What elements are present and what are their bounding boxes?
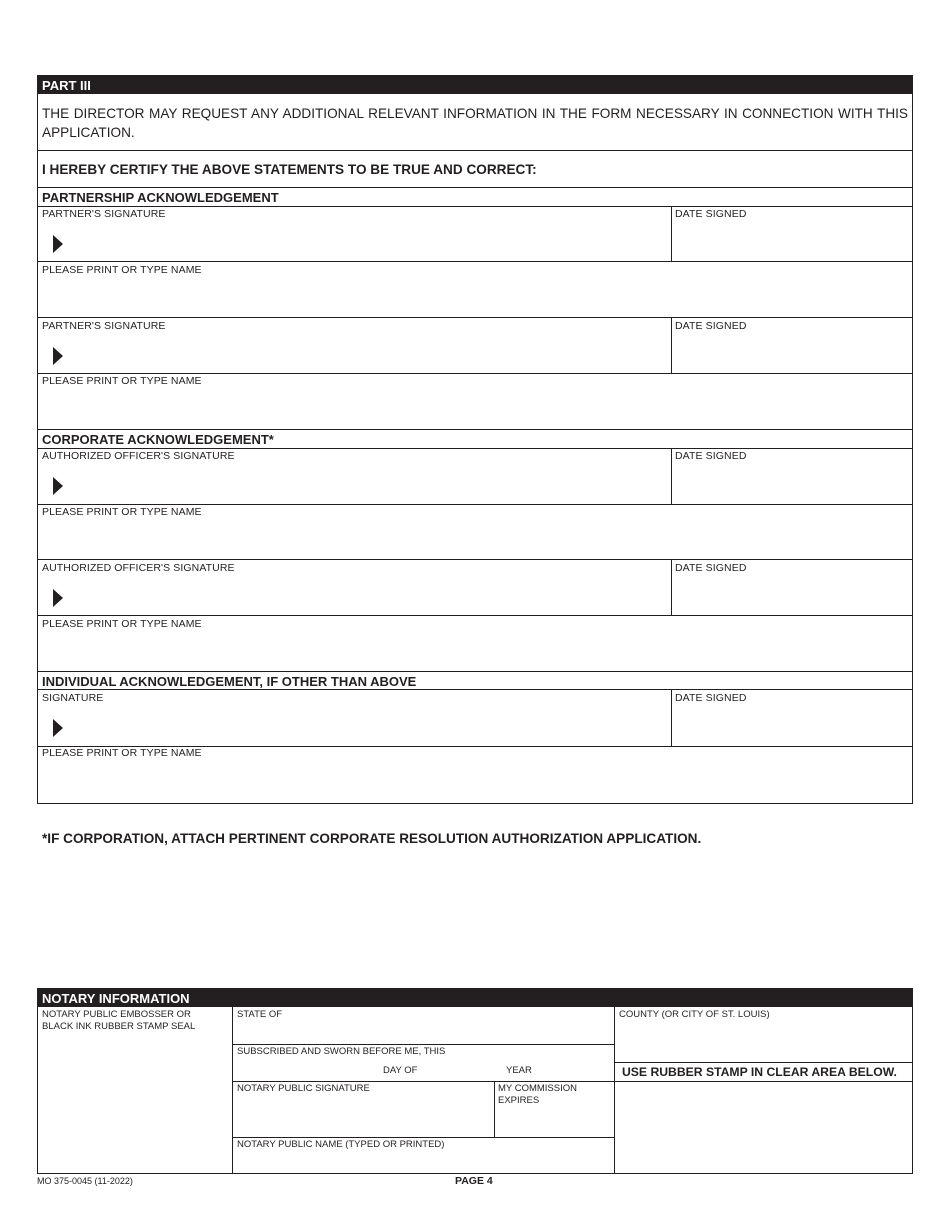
partner1-date-field[interactable]: [671, 206, 913, 261]
officer2-signature-label: AUTHORIZED OFFICER'S SIGNATURE: [42, 562, 235, 574]
form-id: MO 375-0045 (11-2022): [37, 1176, 133, 1186]
partner2-date-field[interactable]: [671, 317, 913, 373]
subscribed-sworn-field[interactable]: [233, 1044, 614, 1081]
officer1-name-label: PLEASE PRINT OR TYPE NAME: [42, 506, 202, 518]
commission-expires-label: MY COMMISSION EXPIRES: [498, 1083, 577, 1106]
notary-section: [37, 988, 913, 1174]
notary-signature-field[interactable]: [233, 1081, 494, 1137]
day-of-label: DAY OF: [383, 1065, 418, 1076]
state-of-label: STATE OF: [237, 1009, 283, 1020]
corporate-heading: CORPORATE ACKNOWLEDGEMENT*: [42, 432, 274, 447]
sign-here-arrow-icon: [53, 235, 63, 253]
commission-expires-field[interactable]: [494, 1081, 614, 1137]
officer1-date-field[interactable]: [671, 448, 913, 504]
state-of-field[interactable]: [233, 1007, 614, 1044]
partner2-name-label: PLEASE PRINT OR TYPE NAME: [42, 375, 202, 387]
county-label: COUNTY (OR CITY OF ST. LOUIS): [619, 1009, 770, 1020]
officer2-name-label: PLEASE PRINT OR TYPE NAME: [42, 618, 202, 630]
officer1-signature-label: AUTHORIZED OFFICER'S SIGNATURE: [42, 450, 235, 462]
partnership-heading: PARTNERSHIP ACKNOWLEDGEMENT: [42, 190, 279, 205]
corporation-footnote: *IF CORPORATION, ATTACH PERTINENT CORPORATE RESOLUTION AUTHORIZATION APPLICATION.: [42, 831, 702, 846]
partner2-signature-label: PARTNER'S SIGNATURE: [42, 320, 166, 332]
county-field[interactable]: [615, 1007, 913, 1063]
partner2-date-label: DATE SIGNED: [675, 320, 747, 332]
notary-signature-label: NOTARY PUBLIC SIGNATURE: [237, 1083, 370, 1094]
rubber-stamp-instruction: USE RUBBER STAMP IN CLEAR AREA BELOW.: [622, 1065, 897, 1079]
individual-name-label: PLEASE PRINT OR TYPE NAME: [42, 747, 202, 759]
officer2-date-field[interactable]: [671, 559, 913, 615]
sign-here-arrow-icon: [53, 719, 63, 737]
officer2-signature-field[interactable]: [38, 559, 671, 615]
sign-here-arrow-icon: [53, 477, 63, 495]
sign-here-arrow-icon: [53, 347, 63, 365]
individual-signature-field[interactable]: [38, 689, 671, 745]
partner2-name-field[interactable]: [38, 373, 913, 429]
officer2-name-field[interactable]: [38, 615, 913, 671]
individual-date-field[interactable]: [671, 689, 913, 746]
partner2-signature-field[interactable]: [38, 317, 671, 372]
individual-heading: INDIVIDUAL ACKNOWLEDGEMENT, IF OTHER THAN ABOVE: [42, 674, 417, 689]
notary-name-label: NOTARY PUBLIC NAME (TYPED OR PRINTED): [237, 1139, 445, 1150]
part-iii-section: [37, 75, 913, 804]
notary-name-field[interactable]: [233, 1137, 614, 1174]
partner1-signature-field[interactable]: [38, 206, 671, 261]
partner1-signature-label: PARTNER'S SIGNATURE: [42, 208, 166, 220]
notary-seal-label: NOTARY PUBLIC EMBOSSER OR BLACK INK RUBBER STAMP SEAL: [42, 1009, 196, 1032]
sign-here-arrow-icon: [53, 589, 63, 607]
notary-seal-area[interactable]: [38, 1007, 232, 1174]
sworn-label: SUBSCRIBED AND SWORN BEFORE ME, THIS: [237, 1046, 446, 1057]
officer2-date-label: DATE SIGNED: [675, 562, 747, 574]
notary-header: NOTARY INFORMATION: [38, 989, 912, 1007]
partner1-name-field[interactable]: [38, 261, 913, 317]
rubber-stamp-area[interactable]: [615, 1082, 913, 1174]
year-label: YEAR: [506, 1065, 532, 1076]
part-iii-header: PART III: [38, 76, 912, 94]
officer1-name-field[interactable]: [38, 504, 913, 559]
partner1-date-label: DATE SIGNED: [675, 208, 747, 220]
part-iii-intro: THE DIRECTOR MAY REQUEST ANY ADDITIONAL RELEVANT INFORMATION IN THE FORM NECESSARY IN CONNECTION WITH THIS APPLICATION.: [42, 106, 908, 140]
certify-statement: I HEREBY CERTIFY THE ABOVE STATEMENTS TO BE TRUE AND CORRECT:: [42, 162, 537, 177]
individual-date-label: DATE SIGNED: [675, 692, 747, 704]
officer1-date-label: DATE SIGNED: [675, 450, 747, 462]
individual-name-field[interactable]: [38, 746, 913, 803]
partner1-name-label: PLEASE PRINT OR TYPE NAME: [42, 264, 202, 276]
individual-signature-label: SIGNATURE: [42, 692, 104, 704]
page-number: PAGE 4: [455, 1175, 493, 1187]
officer1-signature-field[interactable]: [38, 448, 671, 503]
